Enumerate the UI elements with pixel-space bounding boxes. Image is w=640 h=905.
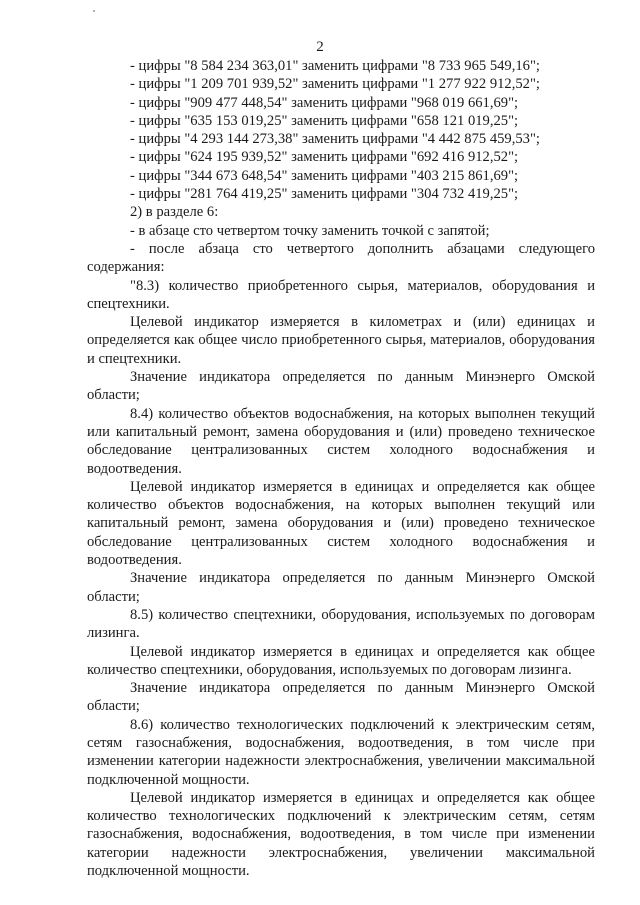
paragraph-12: 8.6) количество технологических подключений к электрическим сетям, сетям газоснабжения, водоснабжения, водоотведения, в том числе при изменении категории надежности электроснабжения, увеличении максимальной подключенной мощности. <box>87 716 595 788</box>
scan-speck <box>93 10 95 12</box>
paragraph-10: Целевой индикатор измеряется в единицах и определяется как общее количество спецтехники, оборудования, используемых по договорам лизинга. <box>87 643 595 678</box>
paragraph-7: Целевой индикатор измеряется в единицах и определяется как общее количество объектов водоснабжения, на которых выполнен текущий или капитальный ремонт, замена оборудования и (или) проведено техническое обследование централизованных систем холодного водоснабжения и водоотведения. <box>87 478 595 569</box>
replacement-line-4: - цифры "635 153 019,25" заменить цифрами "658 121 019,25"; <box>130 112 519 129</box>
paragraph-6: 8.4) количество объектов водоснабжения, на которых выполнен текущий или капитальный ремонт, замена оборудования и (или) проведено техническое обследование централизованных систем холодного водоснабжения и водоотведения. <box>87 405 595 477</box>
replacement-line-7: - цифры "344 673 648,54" заменить цифрами "403 215 861,69"; <box>130 167 519 184</box>
paragraph-5: Значение индикатора определяется по данным Минэнерго Омской области; <box>87 369 595 404</box>
paragraph-13: Целевой индикатор измеряется в единицах и определяется как общее количество технологических подключений к электрическим сетям, сетям газоснабжения, водоснабжения, водоотведения, в том числе при изменении категории надежности электроснабжения, увеличении максимальной подключенной мощности. <box>87 789 595 880</box>
replacement-line-8: - цифры "281 764 419,25" заменить цифрами "304 732 419,25"; <box>130 186 519 203</box>
replacement-line-2: - цифры "1 209 701 939,52" заменить цифрами "1 277 922 912,52"; <box>130 76 540 93</box>
paragraph-4: Целевой индикатор измеряется в километрах и (или) единицах и определяется как общее число приобретенного сырья, материалов, оборудования и спецтехники. <box>87 314 595 367</box>
paragraph-9: 8.5) количество спецтехники, оборудования, используемых по договорам лизинга. <box>87 606 595 642</box>
paragraph-2: - после абзаца сто четвертого дополнить абзацами следующего содержания: <box>87 240 595 276</box>
replacement-line-6: - цифры "624 195 939,52" заменить цифрами "692 416 912,52"; <box>130 149 519 166</box>
replacement-line-3: - цифры "909 477 448,54" заменить цифрами "968 019 661,69"; <box>130 94 519 111</box>
document-body <box>87 57 595 880</box>
paragraph-3: "8.3) количество приобретенного сырья, материалов, оборудования и спецтехники. <box>87 277 595 312</box>
replacement-line-1: - цифры "8 584 234 363,01" заменить цифрами "8 733 965 549,16"; <box>130 58 540 74</box>
section-heading: 2) в разделе 6: <box>130 204 219 221</box>
paragraph-8: Значение индикатора определяется по данным Минэнерго Омской области; <box>87 570 595 605</box>
paragraph-1: - в абзаце сто четвертом точку заменить точкой с запятой; <box>130 222 490 239</box>
paragraph-11: Значение индикатора определяется по данным Минэнерго Омской области; <box>87 680 595 715</box>
page-number: 2 <box>316 39 324 55</box>
replacement-line-5: - цифры "4 293 144 273,38" заменить цифрами "4 442 875 459,53"; <box>130 131 540 148</box>
